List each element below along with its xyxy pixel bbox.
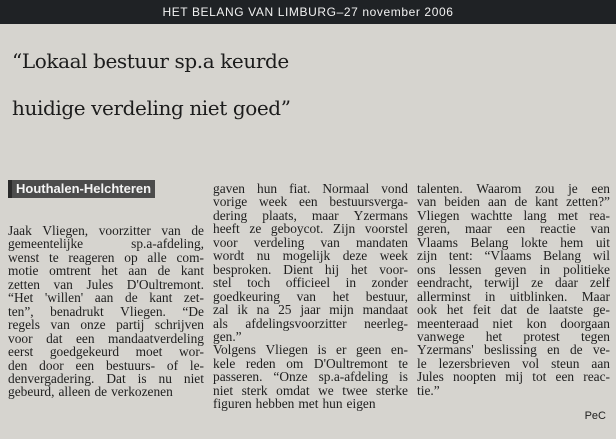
headline-line: huidige verdeling niet goed”: [12, 96, 291, 120]
article-text-line: meenteraad niet kon doorgaan: [417, 315, 610, 331]
article-text-line: ons lessen geven in politieke: [417, 261, 610, 277]
article-text-line: ook het feit dat de laatste ge-: [417, 302, 610, 318]
article-text-line: stel toch officieel in zonder: [213, 275, 408, 291]
article-text-line: wenst te reageren op alle com-: [8, 249, 204, 265]
article-text-line: vorige week een bestuursverga-: [213, 194, 408, 210]
article-text-line: besproken. Dient hij het voor-: [213, 261, 408, 277]
article-text-line: denvergadering. Dat is nu niet: [8, 370, 204, 386]
article-text-line: goedkeuring van het bestuur,: [213, 288, 408, 304]
publication-date: 27 november 2006: [343, 5, 454, 19]
source-separator: –: [336, 5, 344, 19]
article-text-line: niet sterk omdat we twee sterke: [213, 382, 408, 398]
article-text-line: passeren. “Onze sp.a-afdeling is: [213, 369, 408, 385]
article-text-line: vanwege het protest tegen: [417, 328, 610, 344]
article-text-line: voor verdeling van mandaten: [213, 234, 408, 250]
article-text-line: “Het 'willen' aan de kant zet-: [8, 290, 204, 306]
article-text-line: heeft ze geboycot. Zijn voorstel: [213, 221, 408, 237]
article-text-line: le lezersbrieven vol steun aan: [417, 355, 610, 371]
article-text-line: van beiden aan de kant zetten?”: [417, 194, 610, 210]
article-headline: [12, 38, 612, 132]
article-text-line: wordt nu mogelijk deze week: [213, 248, 408, 264]
article-text-line: gen.”: [213, 328, 242, 344]
article-text-line: regels van onze partij schrijven: [8, 317, 204, 333]
author-byline: PeC: [584, 410, 606, 422]
article-column-3: [417, 182, 610, 397]
article-column-2: [213, 182, 408, 411]
article-text-line: zijn tent: “Vlaams Belang wil: [417, 248, 610, 264]
article-text-line: tie.”: [417, 382, 440, 398]
article-text-line: motie omtrent het aan de kant: [8, 263, 204, 279]
article-text-line: Jaak Vliegen, voorzitter van de: [8, 223, 204, 238]
article-text-line: voor dat een mandaatverdeling: [8, 330, 204, 346]
article-text-line: dering plaats, maar Yzermans: [213, 207, 408, 223]
article-text-line: Vliegen wachtte lang met rea-: [417, 207, 610, 223]
article-text-line: Jules noopten mij tot een reac-: [417, 369, 610, 385]
article-clipping: [0, 24, 616, 439]
article-text-line: kele reden om D'Oultremont te: [213, 355, 408, 371]
location-tag: Houthalen-Helchteren: [8, 180, 155, 198]
article-text-line: als afdelingsvoorzitter neerleg-: [213, 315, 408, 331]
article-text-line: zal ik na 25 jaar mijn mandaat: [213, 302, 408, 318]
article-text-line: Volgens Vliegen is er geen en-: [213, 342, 408, 358]
source-bar: [0, 0, 616, 24]
article-text-line: Vlaams Belang lokte hem uit: [417, 234, 610, 250]
article-text-line: allerminst in uitblinken. Maar: [417, 288, 610, 304]
article-column-1: [8, 224, 204, 399]
article-text-line: eerst goedgekeurd moet wor-: [8, 344, 204, 360]
article-text-line: zetten van Jules D'Oultremont.: [8, 276, 204, 292]
article-text-line: gemeentelijke sp.a-afdeling,: [8, 236, 204, 252]
article-text-line: figuren hebben met hun eigen: [213, 396, 376, 412]
article-text-line: Yzermans' beslissing en de ve-: [417, 342, 610, 358]
article-text-line: ten”, benadrukt Vliegen. “De: [8, 303, 204, 319]
headline-line: “Lokaal bestuur sp.a keurde: [12, 49, 289, 73]
source-name: HET BELANG VAN LIMBURG: [162, 5, 337, 19]
article-text-line: geren, maar een reactie van: [417, 221, 610, 237]
article-text-line: den door een bestuurs- of le-: [8, 357, 204, 373]
article-text-line: gaven hun fiat. Normaal vond: [213, 181, 408, 196]
article-text-line: gebeurd, alleen de verkozenen: [8, 384, 173, 400]
article-text-line: eendracht, terwijl ze daar zelf: [417, 275, 610, 291]
article-text-line: talenten. Waarom zou je een: [417, 181, 610, 196]
